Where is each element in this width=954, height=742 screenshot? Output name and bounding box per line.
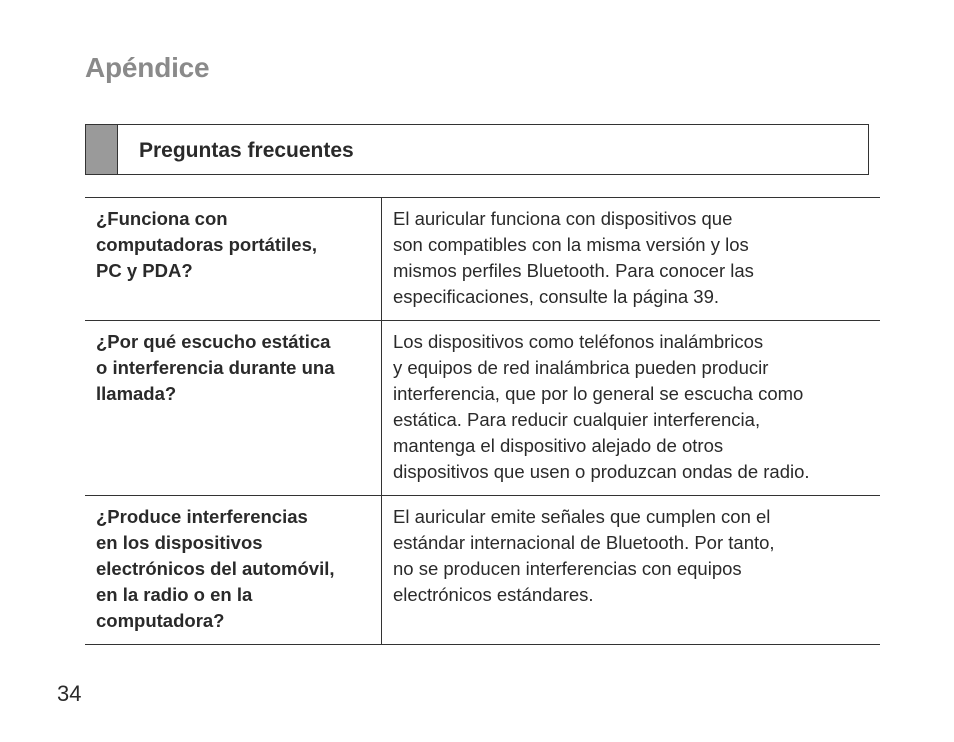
question-line: computadora? — [96, 610, 225, 631]
faq-row — [85, 496, 880, 645]
answer-line: no se producen interferencias con equipos — [393, 558, 742, 579]
answer-line: estática. Para reducir cualquier interferencia, — [393, 409, 761, 430]
faq-question — [85, 198, 382, 321]
faq-answer — [382, 198, 881, 321]
question-line: PC y PDA? — [96, 260, 193, 281]
question-line: en los dispositivos — [96, 532, 263, 553]
question-line: ¿Por qué escucho estática — [96, 331, 331, 352]
answer-line: mantenga el dispositivo alejado de otros — [393, 435, 724, 456]
question-line: ¿Produce interferencias — [96, 506, 308, 527]
answer-line: interferencia, que por lo general se escucha como — [393, 383, 804, 404]
answer-line: y equipos de red inalámbrica pueden producir — [393, 357, 769, 378]
question-line: llamada? — [96, 383, 177, 404]
section-title: Preguntas frecuentes — [139, 139, 354, 162]
answer-line: dispositivos que usen o produzcan ondas de radio. — [393, 461, 810, 482]
answer-line: mismos perfiles Bluetooth. Para conocer las — [393, 260, 754, 281]
faq-question — [85, 321, 382, 496]
faq-table — [85, 197, 880, 645]
question-line: computadoras portátiles, — [96, 234, 318, 255]
answer-line: estándar internacional de Bluetooth. Por tanto, — [393, 532, 775, 553]
answer-line: especificaciones, consulte la página 39. — [393, 286, 720, 307]
answer-line: electrónicos estándares. — [393, 584, 594, 605]
chapter-title: Apéndice — [85, 52, 210, 83]
faq-row — [85, 198, 880, 321]
section-marker — [86, 125, 118, 174]
answer-line: El auricular funciona con dispositivos que — [393, 208, 733, 229]
faq-answer — [382, 321, 881, 496]
question-line: ¿Funciona con — [96, 208, 228, 229]
page-number: 34 — [57, 681, 82, 706]
question-line: electrónicos del automóvil, — [96, 558, 335, 579]
faq-row — [85, 321, 880, 496]
answer-line: Los dispositivos como teléfonos inalámbricos — [393, 331, 764, 352]
answer-line: son compatibles con la misma versión y los — [393, 234, 749, 255]
question-line: en la radio o en la — [96, 584, 253, 605]
faq-question — [85, 496, 382, 645]
question-line: o interferencia durante una — [96, 357, 335, 378]
section-header — [85, 124, 869, 175]
faq-answer — [382, 496, 881, 645]
answer-line: El auricular emite señales que cumplen con el — [393, 506, 771, 527]
